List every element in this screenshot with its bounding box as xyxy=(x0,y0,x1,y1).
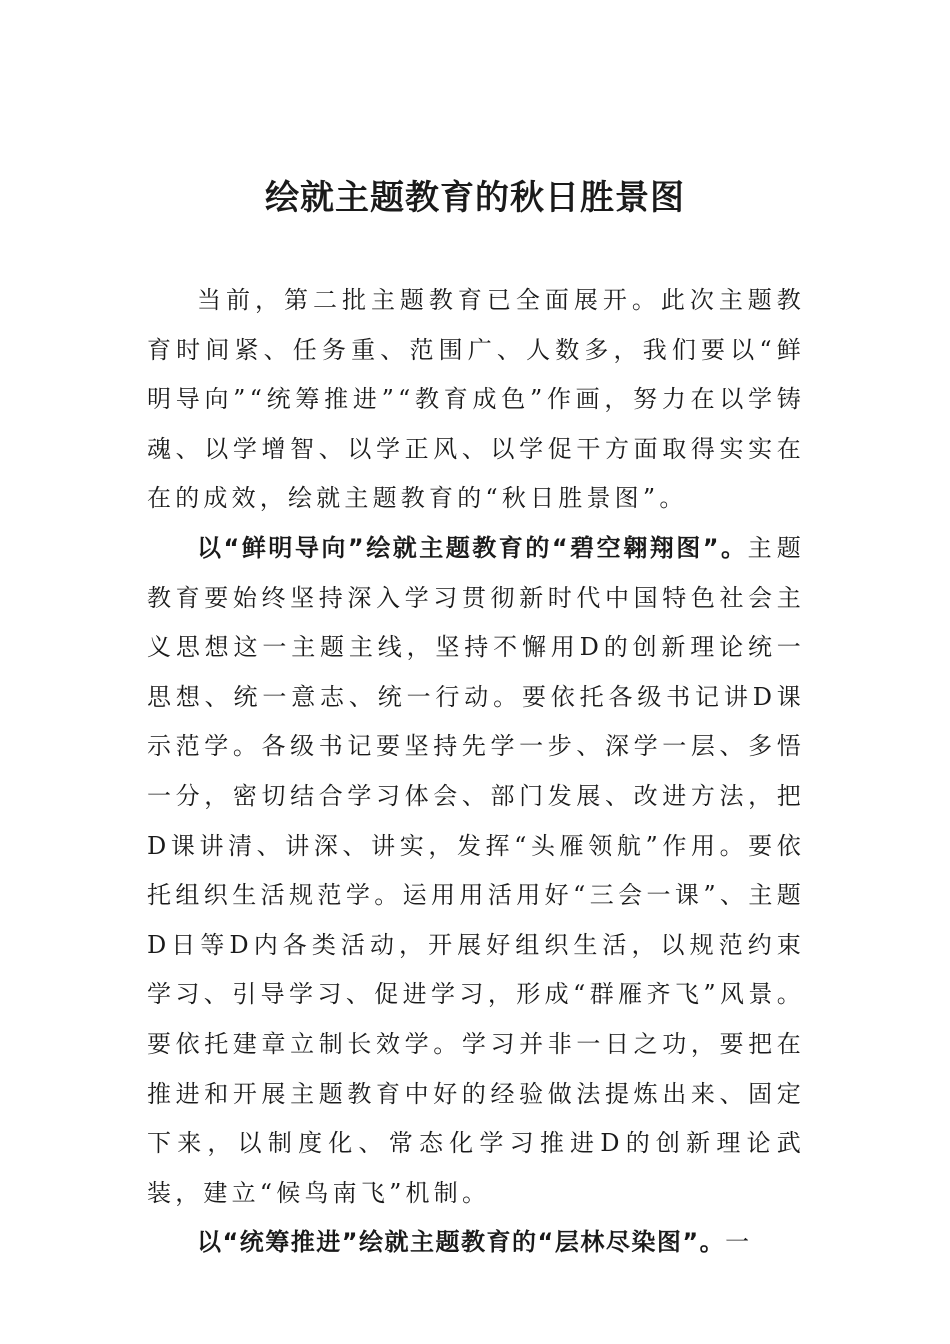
paragraph-text: 一 xyxy=(725,1228,754,1257)
paragraph-section-1 xyxy=(147,524,805,1218)
document-title: 绘就主题教育的秋日胜景图 xyxy=(265,178,685,218)
paragraph-intro xyxy=(147,276,805,524)
document-body xyxy=(147,276,805,1268)
section-heading: 以“统筹推进”绘就主题教育的“层林尽染图”。 xyxy=(197,1228,726,1257)
paragraph-text: 主题教育要始终坚持深入学习贯彻新时代中国特色社会主义思想这一主题主线，坚持不懈用D的创新理论统一思想、统一意志、统一行动。要依托各级书记讲D课示范学。各级书记要坚持先学一步、深学一层、多悟一分，密切结合学习体会、部门发展、改进方法，把D课讲清、讲深、讲实，发挥“头雁领航”作用。要依托组织生活规范学。运用用活用好“三会一课”、主题D日等D内各类活动，开展好组织生活，以规范约束学习、引导学习、促进学习，形成“群雁齐飞”风景。要依托建章立制长效学。学习并非一日之功，要把在推进和开展主题教育中好的经验做法提炼出来、固定下来，以制度化、常态化学习推进D的创新理论武装，建立“候鸟南飞”机制。 xyxy=(147,533,805,1207)
section-heading: 以“鲜明导向”绘就主题教育的“碧空翱翔图”。 xyxy=(197,533,748,562)
paragraph-text: 当前，第二批主题教育已全面展开。此次主题教育时间紧、任务重、范围广、人数多，我们要以“鲜明导向”“统筹推进”“教育成色”作画，努力在以学铸魂、以学增智、以学正风、以学促干方面取得实实在在的成效，绘就主题教育的“秋日胜景图”。 xyxy=(147,286,805,513)
paragraph-section-2 xyxy=(147,1218,805,1268)
